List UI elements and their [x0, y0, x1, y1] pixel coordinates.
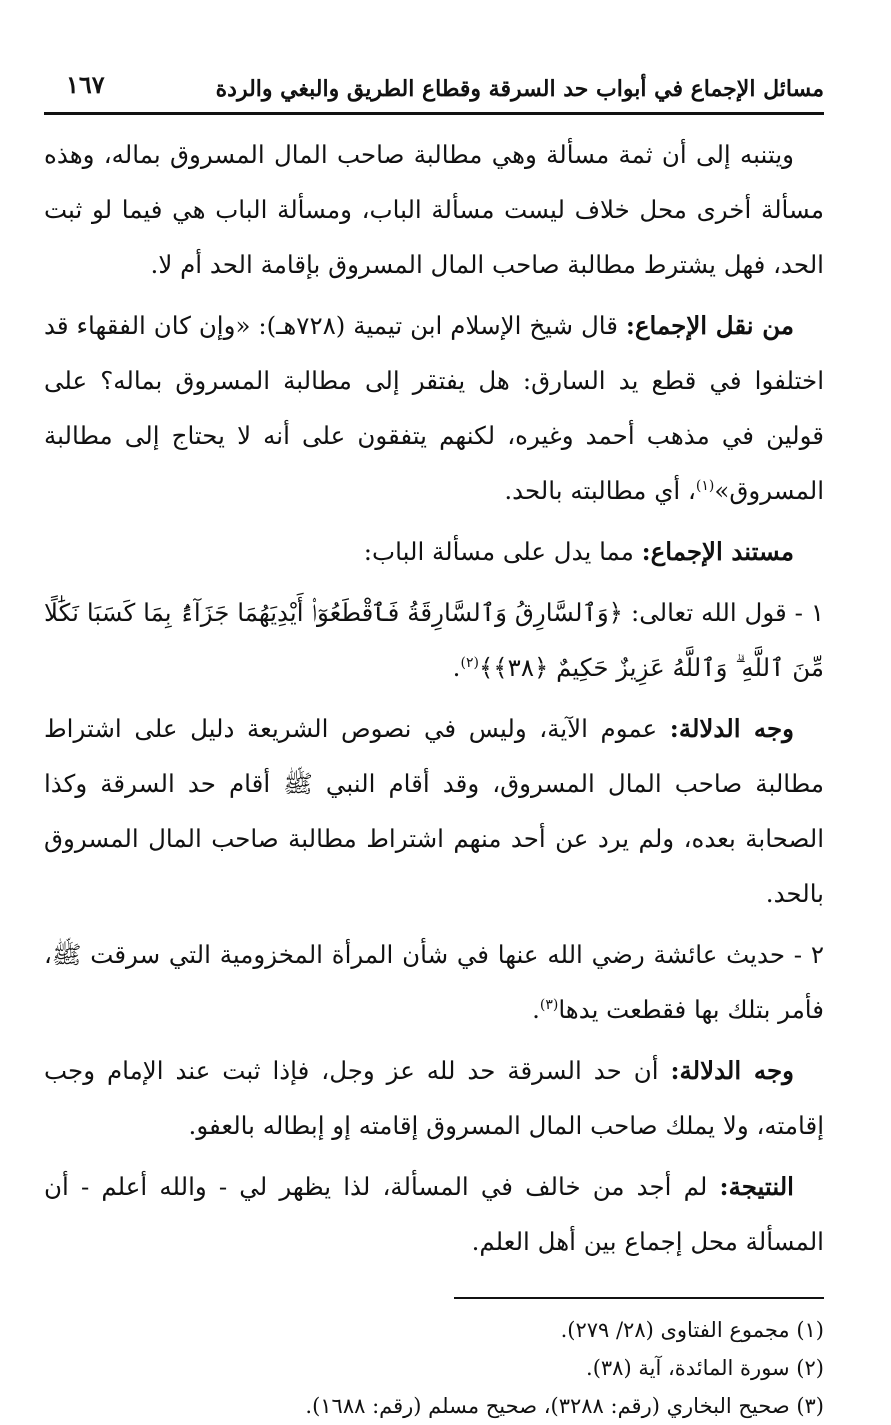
- footnote: (٢) سورة المائدة، آية (٣٨).: [586, 1356, 824, 1380]
- page-header: [44, 56, 824, 112]
- section-lead: وجه الدلالة:: [670, 1056, 794, 1085]
- paragraph-text: .: [452, 653, 461, 682]
- paragraph-indication-1: [44, 701, 824, 921]
- book-page: [44, 56, 824, 1425]
- paragraph-text: لم أجد من خالف في المسألة، لذا يظهر لي - والله أعلم - أن المسألة محل إجماع بين أهل العلم.: [44, 1172, 824, 1256]
- paragraph-text: أن حد السرقة حد لله عز وجل، فإذا ثبت عند الإمام وجب إقامته، ولا يملك صاحب المال المسروق إقامته إو إبطاله بالعفو.: [44, 1056, 824, 1140]
- paragraph-text: ، أي مطالبته بالحد.: [504, 476, 696, 505]
- paragraph-transmission: [44, 298, 824, 518]
- footnote-ref: (١): [695, 477, 715, 494]
- footnote: (١) مجموع الفتاوى (٢٨/ ٢٧٩).: [560, 1318, 824, 1342]
- paragraph-text: مما يدل على مسألة الباب:: [363, 537, 642, 566]
- footnote-rule: [454, 1297, 824, 1299]
- section-lead: من نقل الإجماع:: [625, 311, 794, 340]
- quran-verse: ﴿وَٱلسَّارِقُ وَٱلسَّارِقَةُ فَٱقْطَعُوٓا۟ أَيْدِيَهُمَا جَزَآءًۢ بِمَا كَسَبَا نَكَٰلًا مِّنَ ٱللَّهِ ۗ وَٱللَّهُ عَزِيزٌ حَكِيمٌ ﴿٣٨﴾﴾: [44, 598, 824, 682]
- running-title: مسائل الإجماع في أبواب حد السرقة وقطاع الطريق والبغي والردة: [215, 76, 824, 102]
- paragraph-text: حديث عائشة رضي الله عنها في شأن المرأة المخزومية التي سرقت ﷺ، فأمر بتلك بها فقطعت يدها: [44, 940, 824, 1024]
- paragraph-text: .: [532, 995, 540, 1024]
- header-rule: [44, 112, 824, 115]
- paragraph-basis: [44, 524, 824, 579]
- item-number: ١ -: [786, 598, 824, 627]
- paragraph-evidence-2: [44, 927, 824, 1037]
- item-number: ٢ -: [785, 940, 824, 969]
- footnote-ref: (٣): [539, 996, 559, 1013]
- section-lead: مستند الإجماع:: [641, 537, 794, 566]
- paragraph-text: عموم الآية، وليس في نصوص الشريعة دليل على اشتراط مطالبة صاحب المال المسروق، وقد أقام النبي ﷺ أقام حد السرقة وكذا الصحابة بعده، ولم يرد عن أحد منهم اشتراط مطالبة صاحب المال المسروق بالحد.: [44, 714, 824, 908]
- section-lead: وجه الدلالة:: [669, 714, 794, 743]
- footnote-ref: (٢): [460, 654, 479, 671]
- footnote: (٣) صحيح البخاري (رقم: ٣٢٨٨)، صحيح مسلم (رقم: ١٦٨٨).: [305, 1394, 824, 1418]
- paragraph-indication-2: [44, 1043, 824, 1153]
- section-lead: النتيجة:: [719, 1172, 794, 1201]
- footnotes: [44, 1311, 824, 1425]
- paragraph-text: قول الله تعالى:: [623, 598, 787, 627]
- paragraph-text: قال شيخ الإسلام ابن تيمية (٧٢٨هـ): «وإن كان الفقهاء قد اختلفوا في قطع يد السارق: هل يفتقر إلى مطالبة المسروق بماله؟ على قولين في مذهب أحمد وغيره، لكنهم يتفقون على أنه لا يحتاج إلى مطالبة المسروق»: [44, 311, 824, 505]
- page-number: ١٦٧: [66, 70, 105, 99]
- paragraph-note: [44, 127, 824, 292]
- paragraph-evidence-1: [44, 585, 824, 695]
- main-text: [44, 127, 824, 1269]
- paragraph-text: ويتنبه إلى أن ثمة مسألة وهي مطالبة صاحب المال المسروق بماله، وهذه مسألة أخرى محل خلاف ليست مسألة الباب، ومسألة الباب هي فيما لو ثبت الحد، فهل يشترط مطالبة صاحب المال المسروق بإقامة الحد أم لا.: [44, 140, 824, 279]
- paragraph-result: [44, 1159, 824, 1269]
